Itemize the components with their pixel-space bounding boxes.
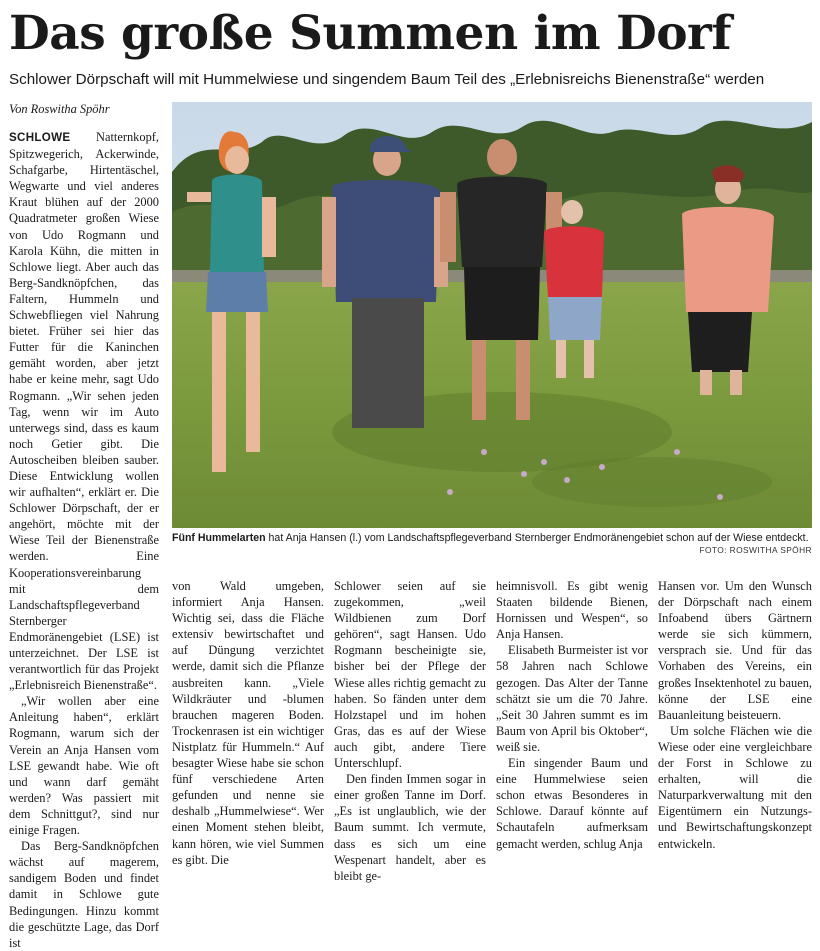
text-column-5: [658, 578, 812, 852]
paragraph: Das Berg-Sandknöpfchen wächst auf magerem, sandigem Boden und findet damit in Schlowe gute Bedingungen. Hinzu kommt die geschützte Lage, das Dorf ist: [9, 839, 159, 950]
paragraph: „Wir wollen aber eine Anleitung haben“, erklärt Rogmann, warum sich der Verein an Anja Hansen vom LSE gewandt habe. Wie oft und wann darf gemäht werden? Was passiert mit dem Schnittgut?, sind nur einige Fragen.: [9, 694, 159, 838]
text-column-3: [334, 578, 486, 884]
text-column-1: [9, 129, 159, 951]
paragraph: heimnisvoll. Es gibt wenig Staaten bildende Bienen, Hornissen und Wespen“, so Anja Hansen.: [496, 579, 648, 642]
article-byline: Von Roswitha Spöhr: [9, 102, 110, 116]
caption-text: hat Anja Hansen (l.) vom Landschaftspflegeverband Sternberger Endmoränengebiet schon auf der Wiese entdeckt.: [265, 532, 809, 544]
photo-caption: [172, 531, 812, 545]
dateline: SCHLOWE: [9, 131, 71, 144]
paragraph: Den finden Immen sogar in einer großen Tanne im Dorf. „Es ist unglaublich, wie der Baum summt. Ich vermute, dass es sich um eine Wespenart handelt, aber es bleibt ge-: [334, 772, 486, 883]
paragraph: von Wald umgeben, informiert Anja Hansen. Wichtig sei, dass die Fläche extensiv bewirtschaftet und auf Düngung verzichtet werde, damit sich die Pflanze ausbreiten kann. „Viele Wildkräuter und -blumen brauchen mageren Boden. Trockenrasen ist ein wichtiger Nistplatz für Hummeln.“ Auf besagter Wiese habe sie schon fünf verschiedene Arten gefunden und nenne sie deshalb „Hummelwiese“. Wer einen Moment stehen bleibt, kann hören, wie viel Summen es gibt. Die: [172, 579, 324, 867]
paragraph: Schlower seien auf sie zugekommen, „weil Wildbienen zum Dorf gehören“, sagt Hansen. Udo Rogmann bescheinigte sie, bisher bei der Pflege der Wiese alles richtig gemacht zu haben. So fänden unter dem Holzstapel und im hohen Gras, das es auf der Wiese auch gibt, andere Tiere Unterschlupf.: [334, 579, 486, 771]
article-subheadline: Schlower Dörpschaft will mit Hummelwiese und singendem Baum Teil des „Erlebnisreichs Bienenstraße“ werden: [9, 71, 765, 88]
caption-lead: Fünf Hummelarten: [172, 532, 266, 544]
text-column-4: [496, 578, 648, 852]
paragraph-text: Natternkopf, Spitzwegerich, Ackerwinde, Schafgarbe, Hirtentäschel, Wegwarte und viel anderes Kraut blühen auf der 2000 Quadratmeter großen Wiese von Udo Rogmann und Karola Kühn, die mitten in Schlowe liegt. Aber auch das Berg-Sandknöpfchen, das Faltern, Hummeln und Schwebfliegen viel Nahrung bietet. Früher sei hier das Futter für die Kaninchen gemäht worden, aber jetzt habe er keine mehr, sagt Udo Rogmann. „Wir sehen jeden Tag, wenn wir im Auto unterwegs sind, dass es kaum noch Getier gibt. Die Autoscheiben bleiben sauber. Diese Entwicklung wollen wir aufhalten“, erklärt er. Die Schlower Dörpschaft, der er angehört, möchte mit der Wiese Teil der Bienenstraße werden. Eine Kooperationsvereinbarung mit dem Landschaftspflegeverband Sternberger Endmoränengebiet (LSE) ist unterzeichnet. Der LSE ist verantwortlich für das Projekt „Erlebnisreich Bienenstraße“.: [9, 130, 159, 693]
article-headline: Das große Summen im Dorf: [9, 6, 732, 61]
article-photo: [172, 102, 812, 528]
paragraph: Hansen vor. Um den Wunsch der Dörpschaft nach einem Infoabend übers Gärtnern werde sie sich kümmern, versprach sie. Und für das Vorhaben des Vereins, ein großes Insektenhotel zu bauen, könne der LSE eine Bauanleitung beisteuern.: [658, 579, 812, 722]
paragraph: Elisabeth Burmeister ist vor 58 Jahren nach Schlowe gezogen. Das Alter der Tanne schätzt sie um die 70 Jahre. „Seit 30 Jahren summt es im Baum von April bis Oktober“, weiß sie.: [496, 643, 648, 754]
paragraph: [9, 129, 159, 693]
paragraph: Ein singender Baum und eine Hummelwiese seien schon etwas Besonderes in Schlowe. Darauf könnte auf Schautafeln aufmerksam gemacht werden, schlug Anja: [496, 756, 648, 851]
paragraph: Um solche Flächen wie die Wiese oder eine vergleichbare der Forst in Schlowe zu erhalten, will die Naturparkverwaltung mit den Eigentümern ein Nutzungs- und Bewirtschaftungskonzept entwickeln.: [658, 723, 812, 851]
photo-credit: FOTO: ROSWITHA SPÖHR: [699, 545, 812, 555]
text-column-2: [172, 578, 324, 868]
